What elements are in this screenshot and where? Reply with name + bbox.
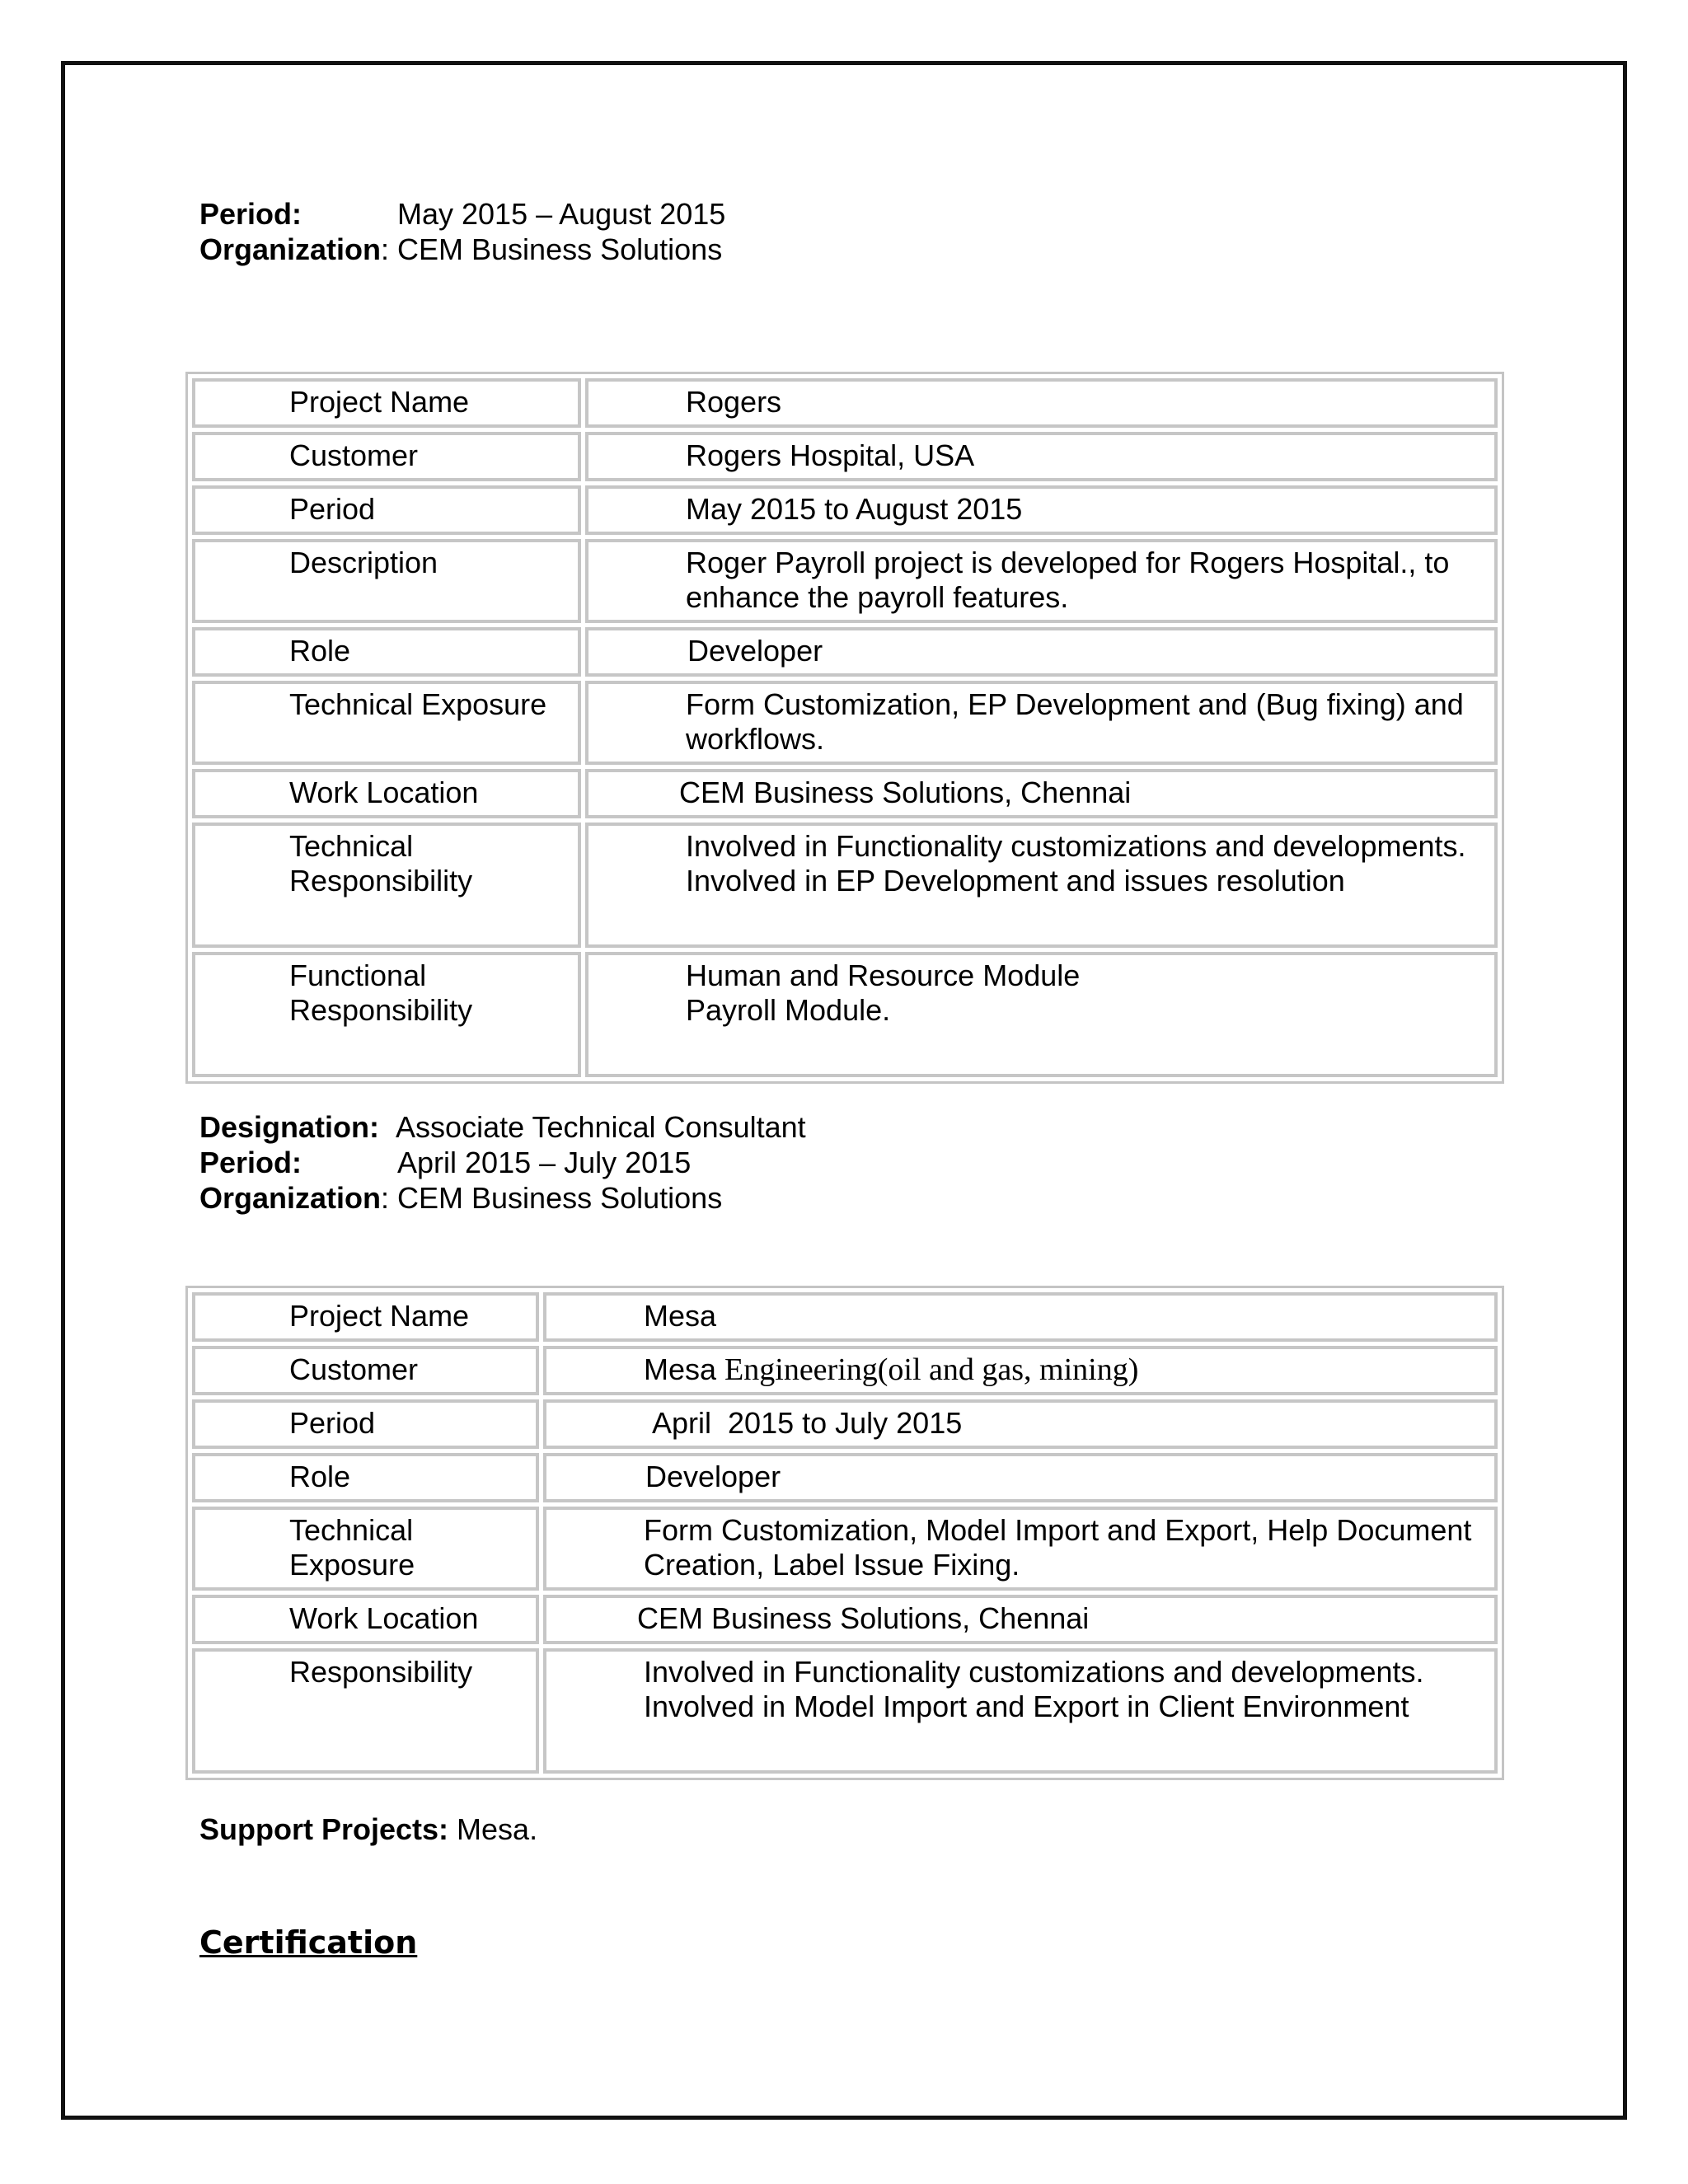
table-row: [192, 1346, 1498, 1395]
section2-meta: [199, 1109, 806, 1216]
table-row: [192, 432, 1498, 481]
row-value: Involved in Functionality customizations and developments. Involved in Model Import and Export in Client Environment: [543, 1648, 1498, 1774]
row-key: Customer: [192, 1346, 539, 1395]
row-value: Rogers: [585, 378, 1498, 428]
period-line: [199, 196, 725, 232]
row-key: Work Location: [192, 769, 581, 818]
organization-value: : CEM Business Solutions: [381, 232, 723, 266]
row-value: Rogers Hospital, USA: [585, 432, 1498, 481]
period-label: Period:: [199, 197, 302, 231]
row-key: Technical Exposure: [192, 681, 581, 765]
table-row: [192, 1292, 1498, 1342]
table-row: [192, 681, 1498, 765]
organization-line: [199, 1180, 806, 1216]
period-value: May 2015 – August 2015: [397, 197, 726, 231]
row-value: CEM Business Solutions, Chennai: [585, 769, 1498, 818]
row-value: Roger Payroll project is developed for Rogers Hospital., to enhance the payroll features.: [585, 539, 1498, 623]
row-value: Involved in Functionality customizations and developments. Involved in EP Development and issues resolution: [585, 823, 1498, 948]
row-key: Description: [192, 539, 581, 623]
table-row: [192, 378, 1498, 428]
row-value: Human and Resource Module Payroll Module.: [585, 952, 1498, 1077]
row-value: Mesa: [543, 1292, 1498, 1342]
row-key: Technical Responsibility: [192, 823, 581, 948]
project-rogers-table: [185, 372, 1504, 1084]
certification-heading: Certification: [199, 1924, 418, 1961]
project-mesa-table: [185, 1286, 1504, 1780]
organization-label: Organization: [199, 1181, 382, 1215]
row-key: Project Name: [192, 1292, 539, 1342]
row-key: Period: [192, 485, 581, 535]
row-key: Period: [192, 1399, 539, 1449]
row-value: Form Customization, EP Development and (Bug fixing) and workflows.: [585, 681, 1498, 765]
organization-label: Organization: [199, 232, 382, 266]
designation-label: Designation:: [199, 1110, 380, 1144]
table-row: [192, 823, 1498, 948]
designation-value: Associate Technical Consultant: [396, 1110, 806, 1144]
support-projects-value: Mesa.: [448, 1812, 538, 1846]
row-key: Project Name: [192, 378, 581, 428]
table-row: [192, 769, 1498, 818]
table-row: [192, 1648, 1498, 1774]
row-value: Form Customization, Model Import and Export, Help Document Creation, Label Issue Fixing.: [543, 1507, 1498, 1591]
page-frame: [61, 61, 1627, 2120]
table-row: [192, 627, 1498, 677]
row-value: April 2015 to July 2015: [543, 1399, 1498, 1449]
period-value: April 2015 – July 2015: [397, 1146, 692, 1179]
table-row: [192, 485, 1498, 535]
table-row: [192, 1507, 1498, 1591]
row-key: Responsibility: [192, 1648, 539, 1774]
row-key: Technical Exposure: [192, 1507, 539, 1591]
period-label: Period:: [199, 1146, 302, 1179]
period-line: [199, 1145, 806, 1180]
row-key: Customer: [192, 432, 581, 481]
table-row: [192, 539, 1498, 623]
support-projects-label: Support Projects:: [199, 1812, 449, 1846]
row-value: May 2015 to August 2015: [585, 485, 1498, 535]
support-projects-line: [199, 1812, 537, 1847]
row-value: CEM Business Solutions, Chennai: [543, 1595, 1498, 1644]
section1-meta: [199, 196, 725, 267]
organization-value: : CEM Business Solutions: [381, 1181, 723, 1215]
row-key: Functional Responsibility: [192, 952, 581, 1077]
table-row: [192, 1399, 1498, 1449]
row-value: Mesa Engineering(oil and gas, mining): [543, 1346, 1498, 1395]
row-value: Developer: [543, 1453, 1498, 1502]
table-row: [192, 952, 1498, 1077]
organization-line: [199, 232, 725, 267]
row-key: Role: [192, 627, 581, 677]
table-row: [192, 1595, 1498, 1644]
table-row: [192, 1453, 1498, 1502]
row-value: Developer: [585, 627, 1498, 677]
row-key: Work Location: [192, 1595, 539, 1644]
designation-line: [199, 1109, 806, 1145]
row-key: Role: [192, 1453, 539, 1502]
